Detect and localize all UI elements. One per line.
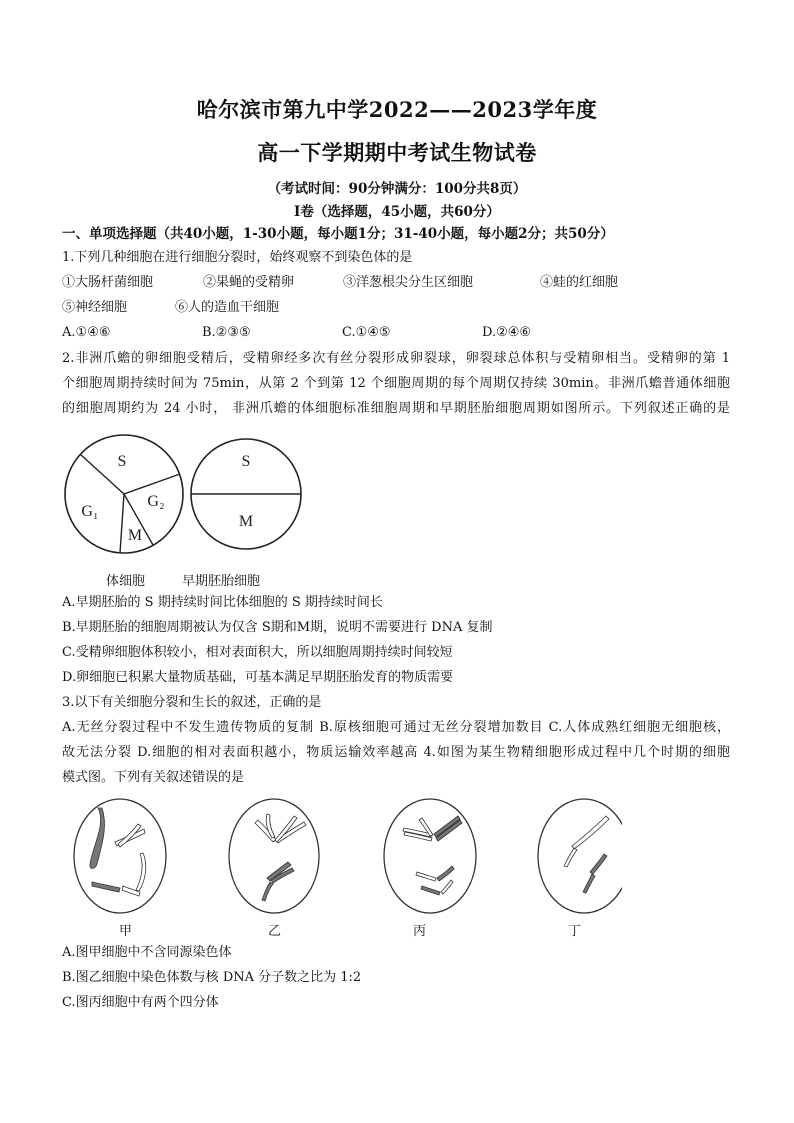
figure-caption-embryo: 早期胚胎细胞: [182, 574, 261, 589]
exam-info: （考试时间：90分钟满分：100分共8页）: [267, 181, 527, 197]
cell-jia: [74, 799, 166, 913]
phase-label-m: M: [238, 513, 254, 530]
phase-label-s: S: [117, 453, 127, 470]
q1-item: ⑥人的造血干细胞: [175, 300, 280, 315]
q3-text-line: 模式图。下列有关叙述错误的是: [62, 770, 245, 785]
q4-option-a: A.图甲细胞中不含同源染色体: [62, 945, 232, 960]
q2-option-b: B.早期胚胎的细胞周期被认为仅含 S期和M期，说明不需要进行 DNA 复制: [62, 620, 493, 635]
q1-item: ③洋葱根尖分生区细胞: [343, 275, 474, 290]
q4-option-c: C.图丙细胞中有两个四分体: [62, 995, 219, 1010]
q2-stem-line: 的细胞周期约为 24 小时， 非洲爪蟾的体细胞标准细胞周期和早期胚胎细胞周期如图所示。下列叙述正确的是: [62, 401, 730, 416]
cell-cycle-figure: [62, 428, 312, 568]
q2-stem-line: 个细胞周期持续时间为 75min，从第 2 个到第 12 个细胞周期的每个周期仅持续 30min。非洲爪蟾普通体细胞: [62, 376, 730, 391]
q3-stem: 3.以下有关细胞分裂和生长的叙述，正确的是: [62, 695, 322, 710]
cell-ding: [538, 799, 622, 913]
q1-option-d: D.②④⑥: [482, 325, 532, 340]
q1-option-c: C.①④⑤: [342, 325, 391, 340]
q1-option-a: A.①④⑥: [62, 325, 111, 340]
q1-item: ②果蝇的受精卵: [203, 275, 295, 290]
q1-item: ④蛙的红细胞: [540, 275, 619, 290]
q4-option-b: B.图乙细胞中染色体数与核 DNA 分子数之比为 1:2: [62, 970, 362, 985]
figure-label-bing: 丙: [413, 924, 427, 939]
q1-item: ⑤神经细胞: [62, 300, 128, 315]
phase-label-g1: G₁: [81, 503, 99, 520]
q2-option-d: D.卵细胞已积累大量物质基础，可基本满足早期胚胎发育的物质需要: [62, 670, 454, 685]
q2-option-c: C.受精卵细胞体积较小，相对表面积大，所以细胞周期持续时间较短: [62, 645, 453, 660]
phase-label-m: M: [127, 527, 143, 544]
phase-label-g2: G₂: [147, 493, 165, 510]
q3-text-line: A.无丝分裂过程中不发生遗传物质的复制 B.原核细胞可通过无丝分裂增加数目 C.人体成熟红细胞无细胞核，: [62, 720, 730, 735]
q1-stem: 1.下列几种细胞在进行细胞分裂时，始终观察不到染色体的是: [62, 250, 413, 265]
cell-bing: [384, 799, 476, 913]
q3-text-line: 故无法分裂 D.细胞的相对表面积越小，物质运输效率越高 4.如图为某生物精细胞形成过程中几个时期的细胞: [62, 745, 730, 760]
figure-label-ding: 丁: [568, 924, 582, 939]
figure-caption-somatic: 体细胞: [106, 574, 146, 589]
q2-stem-line: 2.非洲爪蟾的卵细胞受精后，受精卵经多次有丝分裂形成卵裂球，卵裂球总体积与受精卵相当。受精卵的第 1: [62, 351, 730, 366]
cell-yi: [229, 799, 319, 913]
figure-label-yi: 乙: [268, 924, 282, 939]
q1-item: ①大肠杆菌细胞: [62, 275, 154, 290]
phase-label-s: S: [241, 453, 251, 470]
sperm-formation-figure: [62, 794, 622, 922]
section-heading: 一、单项选择题（共40小题，1-30小题，每小题1分；31-40小题，每小题2分；共50分）: [62, 226, 614, 242]
exam-subtitle: 高一下学期期中考试生物试卷: [257, 140, 537, 165]
volume-heading: I卷（选择题，45小题，共60分）: [294, 204, 500, 220]
q2-option-a: A.早期胚胎的 S 期持续时间比体细胞的 S 期持续时间长: [62, 595, 383, 610]
q1-option-b: B.②③⑤: [202, 325, 251, 340]
embryo-cell-cycle-circle: [191, 439, 301, 549]
figure-label-jia: 甲: [119, 924, 133, 939]
exam-title: 哈尔滨市第九中学2022——2023学年度: [196, 97, 598, 122]
somatic-cell-cycle-circle: [65, 435, 183, 553]
